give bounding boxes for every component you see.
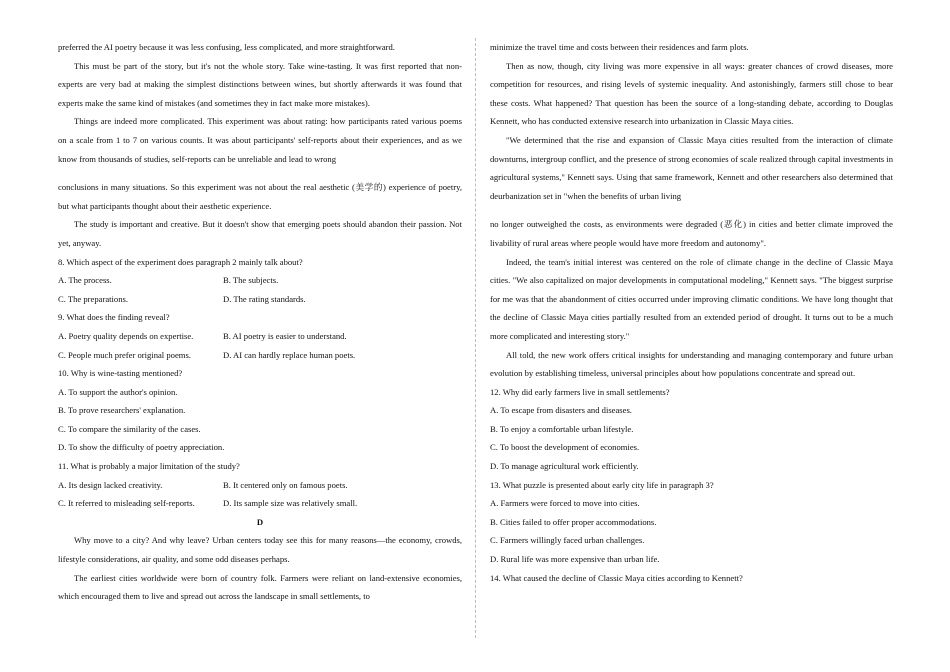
paragraph-more-complicated-cont: conclusions in many situations. So this experiment was not about the real aesthetic (美学的) experience of poetry, but what participants thought about their aesthetic experience. xyxy=(58,182,462,211)
option-11c: C. It referred to misleading self-reports. xyxy=(58,498,195,509)
question-11-options-row2 xyxy=(58,494,462,513)
paragraph-all-told: All told, the new work offers critical insights for understanding and managing contemporary and future urban evolution by establishing timeless, universal principles about how populations concentrate and spread out. xyxy=(490,349,893,379)
question-9-options-row1 xyxy=(58,327,462,346)
option-13b: B. Cities failed to offer proper accommodations. xyxy=(490,516,657,527)
paragraph-study-important: The study is important and creative. But it doesn't show that emerging poets should abandon their passion. Not yet, anyway. xyxy=(58,219,462,248)
question-12: 12. Why did early farmers live in small settlements? xyxy=(490,386,670,397)
question-13: 13. What puzzle is presented about early city life in paragraph 3? xyxy=(490,479,714,490)
paragraph-earliest-cities: The earliest cities worldwide were born of country folk. Farmers were reliant on land-extensive economies, which encouraged them to live and spread out across the landscape in small settlements, to xyxy=(58,572,462,602)
option-13d: D. Rural life was more expensive than urban life. xyxy=(490,554,660,565)
option-9c: C. People much prefer original poems. xyxy=(58,349,191,360)
option-9d: D. AI can hardly replace human poets. xyxy=(223,349,356,360)
option-9b: B. AI poetry is easier to understand. xyxy=(223,330,347,341)
question-9: 9. What does the finding reveal? xyxy=(58,312,170,323)
option-8b: B. The subjects. xyxy=(223,275,279,286)
paragraph-travel-time: minimize the travel time and costs between their residences and farm plots. xyxy=(490,42,749,52)
option-12c: C. To boost the development of economies. xyxy=(490,442,640,453)
section-heading-d: D xyxy=(256,516,264,527)
option-11a: A. Its design lacked creativity. xyxy=(58,479,163,490)
question-8-options-row1 xyxy=(58,271,462,290)
question-10: 10. Why is wine-tasting mentioned? xyxy=(58,368,183,379)
option-10d: D. To show the difficulty of poetry appreciation. xyxy=(58,442,225,453)
column-divider xyxy=(475,38,476,638)
question-9-options-row2 xyxy=(58,346,462,365)
paragraph-then-as-now: Then as now, though, city living was more expensive in all ways: greater chances of crowd diseases, more competition for resources, and rising levels of systemic inequality. And astonishingly, farmers still chose to bear these costs. What happened? That question has been the source of a long-standing debate, according to Douglas Kennett, who has conducted extensive research into urbanization in Classic Maya cities. xyxy=(490,60,893,127)
option-12b: B. To enjoy a comfortable urban lifestyle. xyxy=(490,423,634,434)
paragraph-we-determined-cont: no longer outweighed the costs, as environments were degraded (恶化) in cities and better climate improved the livability of rural areas where people would have more freedom and autonomy". xyxy=(490,219,893,248)
question-11: 11. What is probably a major limitation of the study? xyxy=(58,461,240,472)
option-10a: A. To support the author's opinion. xyxy=(58,386,178,397)
option-11d: D. Its sample size was relatively small. xyxy=(223,498,358,509)
paragraph-we-determined: "We determined that the rise and expansion of Classic Maya cities resulted from the interaction of climate downturns, intergroup conflict, and the presence of strong economies of scale realized through capital investments in agricultural systems," Kennett says. Using that same framework, Kennett and other researchers also determined that deurbanization set in "when the benefits of urban living xyxy=(490,134,893,201)
option-13c: C. Farmers willingly faced urban challenges. xyxy=(490,535,645,546)
right-column xyxy=(490,38,893,587)
option-9a: A. Poetry quality depends on expertise. xyxy=(58,330,194,341)
option-12a: A. To escape from disasters and diseases. xyxy=(490,405,632,416)
question-14: 14. What caused the decline of Classic Maya cities according to Kennett? xyxy=(490,572,743,583)
option-10b: B. To prove researchers' explanation. xyxy=(58,405,186,416)
paragraph-wine-tasting: This must be part of the story, but it's not the whole story. Take wine-tasting. It was first reported that non-experts are very bad at making the simplest distinctions between wines, but shortly afterwards it was found that experts make the same kind of mistakes (and sometimes they in fact make more mistakes). xyxy=(58,60,462,108)
option-8a: A. The process. xyxy=(58,275,112,286)
left-column xyxy=(58,38,462,606)
paragraph-indeed: Indeed, the team's initial interest was centered on the role of climate change in the decline of Classic Maya cities. "We also capitalized on major developments in computational modeling," Kennett says. "The biggest surprise for me was that the abandonment of cities occurred under improving climatic conditions. We have long thought that the decline of Classic Maya cities partially resulted from an extended period of drought. It turns out to be a much more complicated and interesting story." xyxy=(490,256,893,341)
question-8: 8. Which aspect of the experiment does paragraph 2 mainly talk about? xyxy=(58,256,303,267)
option-11b: B. It centered only on famous poets. xyxy=(223,479,348,490)
paragraph-why-move: Why move to a city? And why leave? Urban centers today see this for many reasons—the economy, crowds, lifestyle considerations, air quality, and some odd diseases perhaps. xyxy=(58,535,462,565)
option-8c: C. The preparations. xyxy=(58,293,129,304)
option-8d: D. The rating standards. xyxy=(223,293,306,304)
option-10c: C. To compare the similarity of the cases. xyxy=(58,423,201,434)
option-12d: D. To manage agricultural work efficiently. xyxy=(490,461,639,472)
question-11-options-row1 xyxy=(58,476,462,495)
paragraph-ai-poetry-end: preferred the AI poetry because it was less confusing, less complicated, and more straightforward. xyxy=(58,42,395,52)
question-8-options-row2 xyxy=(58,290,462,309)
paragraph-more-complicated: Things are indeed more complicated. This experiment was about rating: how participants rated various poems on a scale from 1 to 7 on various counts. It was about participants' self-reports about their experiences, and as we know from thousands of studies, self-reports can be unreliable and lead to wrong xyxy=(58,116,462,164)
option-13a: A. Farmers were forced to move into cities. xyxy=(490,498,640,509)
